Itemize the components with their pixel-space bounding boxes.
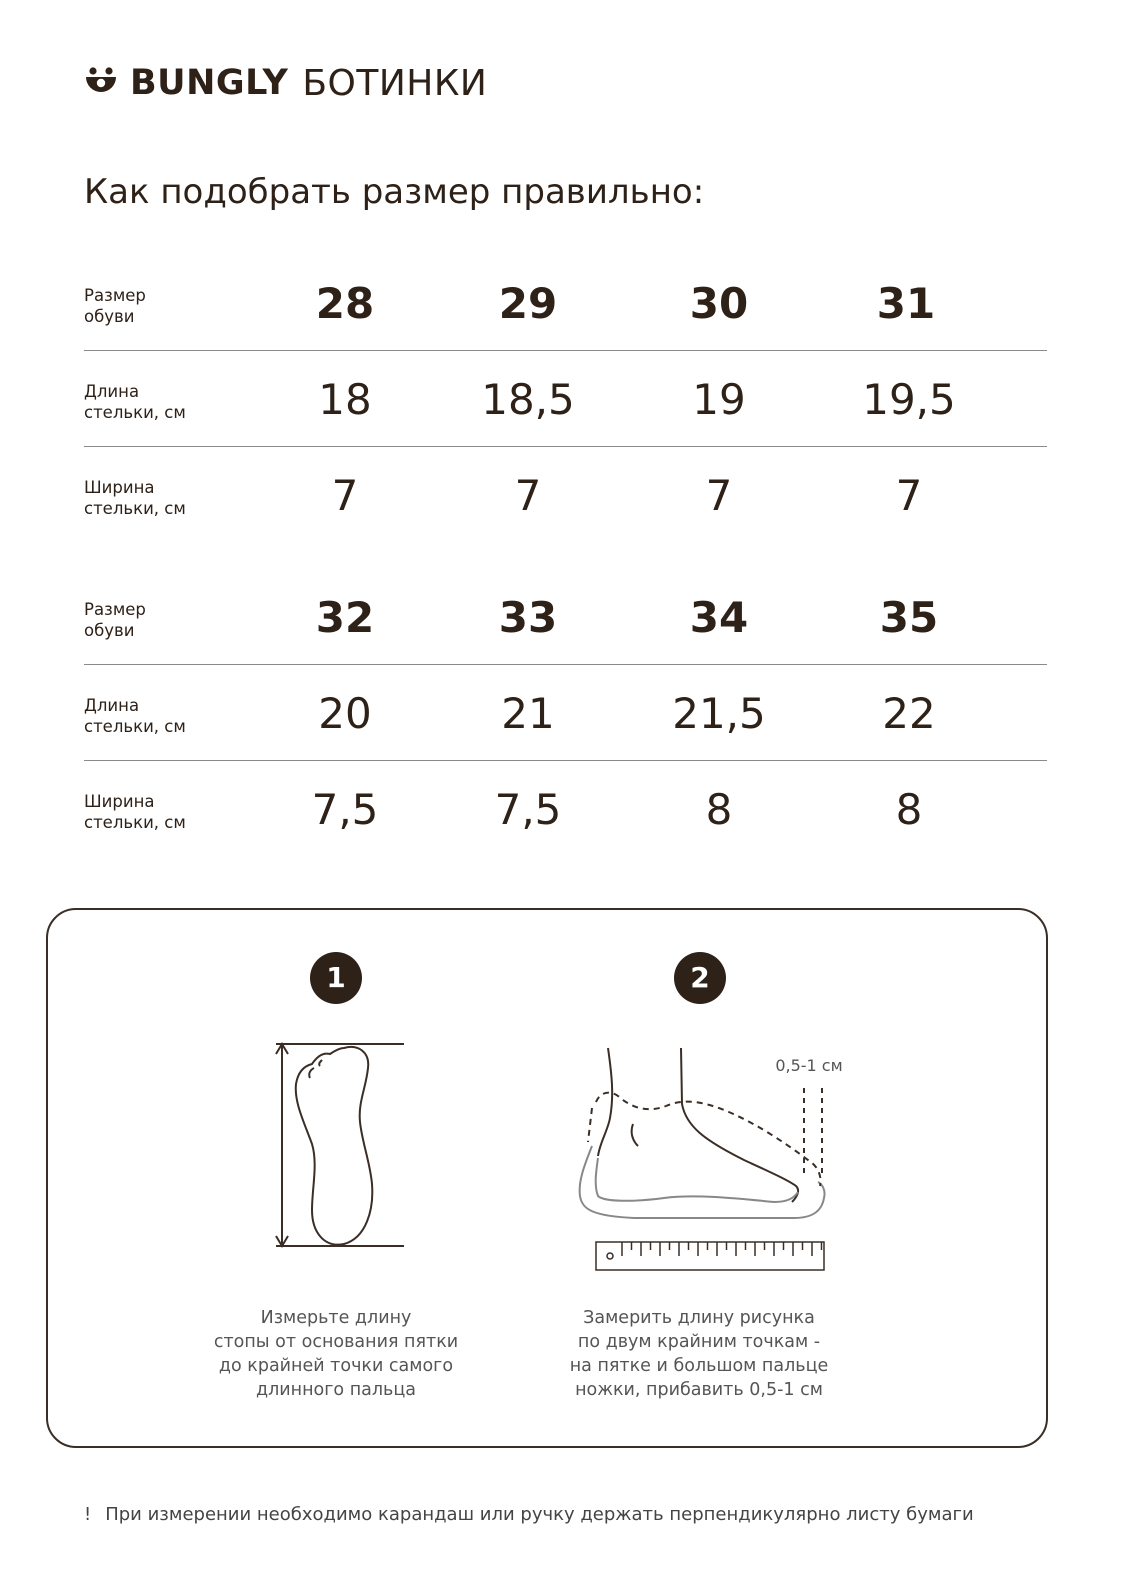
- width-cell: 7,5: [311, 785, 379, 834]
- size-cell: 29: [498, 279, 558, 328]
- size-cell: 30: [689, 279, 749, 328]
- length-allowance-label: 0,5-1 см: [775, 1056, 843, 1075]
- length-cell: 20: [318, 689, 372, 738]
- smile-cup-icon: [84, 66, 118, 100]
- length-cell: 19: [692, 375, 746, 424]
- size-cell: 35: [879, 593, 939, 642]
- size-cell: 34: [689, 593, 749, 642]
- header: [84, 58, 487, 108]
- table-row-width: [84, 447, 1047, 542]
- width-cell: 7,5: [494, 785, 562, 834]
- width-cell: 7: [331, 471, 359, 520]
- row-label: Длина стельки, см: [84, 696, 186, 736]
- width-cell: 7: [705, 471, 733, 520]
- size-table-2: [84, 569, 1047, 856]
- size-cell: 31: [876, 279, 936, 328]
- row-label: Ширина стельки, см: [84, 478, 186, 518]
- size-table-1: [84, 255, 1047, 542]
- note-text: При измерении необходимо карандаш или ручку держать перпендикулярно листу бумаги: [105, 1504, 974, 1525]
- size-cell: 33: [498, 593, 558, 642]
- row-label: Ширина стельки, см: [84, 792, 186, 832]
- length-cell: 19,5: [862, 375, 956, 424]
- row-label: Размер обуви: [84, 286, 146, 326]
- size-cell: 28: [315, 279, 375, 328]
- step-1-number: 1: [310, 952, 362, 1004]
- table-row-length: [84, 665, 1047, 761]
- length-cell: 21: [501, 689, 555, 738]
- foot-side-ruler-icon: [574, 1046, 844, 1276]
- width-cell: 7: [895, 471, 923, 520]
- length-cell: 21,5: [672, 689, 766, 738]
- length-cell: 18: [318, 375, 372, 424]
- table-row-size: [84, 255, 1047, 351]
- product-name: БОТИНКИ: [302, 62, 488, 104]
- size-cell: 32: [315, 593, 375, 642]
- row-label: Длина стельки, см: [84, 382, 186, 422]
- width-cell: 8: [705, 785, 733, 834]
- row-label: Размер обуви: [84, 600, 146, 640]
- table-row-size: [84, 569, 1047, 665]
- page-title: Как подобрать размер правильно:: [84, 172, 705, 212]
- step-2-number: 2: [674, 952, 726, 1004]
- brand-name: BUNGLY: [130, 63, 289, 103]
- width-cell: 7: [514, 471, 542, 520]
- length-cell: 22: [882, 689, 936, 738]
- foot-outline-icon: [266, 1038, 416, 1252]
- instruction-card: [46, 908, 1048, 1448]
- table-row-width: [84, 761, 1047, 856]
- note-exclamation: !: [84, 1504, 92, 1525]
- table-row-length: [84, 351, 1047, 447]
- measurement-note: [84, 1504, 974, 1525]
- width-cell: 8: [895, 785, 923, 834]
- step-1-text: Измерьте длину стопы от основания пятки до крайней точки самого длинного пальца: [213, 1308, 459, 1400]
- length-cell: 18,5: [481, 375, 575, 424]
- step-2-text: Замерить длину рисунка по двум крайним точкам - на пятке и большом пальце ножки, прибавить 0,5-1 см: [569, 1308, 829, 1400]
